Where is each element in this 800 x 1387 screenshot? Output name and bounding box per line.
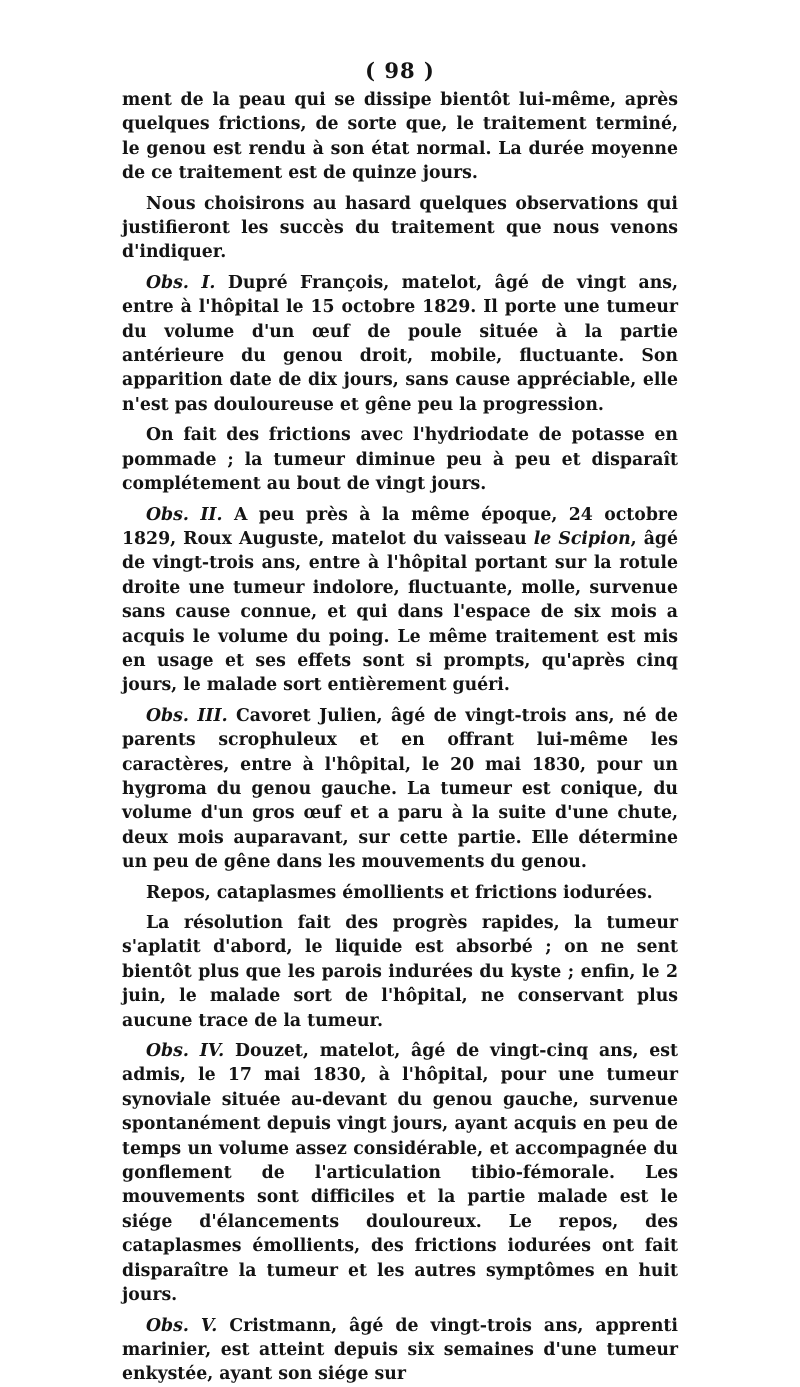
body-text [122,88,678,1387]
observation-5 [122,1314,678,1387]
observation-4 [122,1039,678,1307]
observation-3 [122,704,678,875]
paragraph-text: ment de la peau qui se dissipe bientôt lui-même, après quelques frictions, de sorte que, le traitement terminé, le genou est rendu à son état normal. La durée moyenne de ce traitement est de quinze jours. [122,90,678,184]
paragraph-text: Cristmann, âgé de vingt-trois ans, apprenti marinier, est atteint depuis six semaines d'une tumeur enkystée, ayant son siége sur [122,1315,678,1385]
paragraph-resolution-3 [122,911,678,1033]
page-number: ( 98 ) [365,58,435,83]
paragraph-treatment-3 [122,881,678,905]
paragraph-intro [122,192,678,265]
paragraph-treatment-1 [122,423,678,496]
paragraph-text: Nous choisirons au hasard quelques observations qui justifieront les succès du traitement que nous venons d'indiquer. [122,193,678,263]
paragraph-text: A peu près à la même époque, 24 octobre 1829, Roux Auguste, matelot du vaisseau [122,504,678,549]
ship-name: le Scipion [533,528,631,549]
observation-label: Obs. V. [146,1315,218,1336]
observation-2 [122,503,678,698]
paragraph-text: Repos, cataplasmes émollients et frictions iodurées. [146,882,653,903]
paragraph-text: Dupré François, matelot, âgé de vingt ans, entre à l'hôpital le 15 octobre 1829. Il porte une tumeur du volume d'un œuf de poule située à la partie antérieure du genou droit, mobile, fluctuante. Son apparition date de dix jours, sans cause appréciable, elle n'est pas douloureuse et gêne peu la progression. [122,272,679,415]
paragraph-continuation [122,88,678,186]
paragraph-text: Douzet, matelot, âgé de vingt-cinq ans, est admis, le 17 mai 1830, à l'hôpital, pour une tumeur synoviale située au-devant du genou gauche, survenue spontanément depuis vingt jours, ayant acquis en peu de temps un volume assez considérable, et accompagnée du gonflement de l'articulation tibio-fémorale. Les mouvements sont difficiles et la partie malade est le siége d'élancements douloureux. Le repos, des cataplasmes émollients, des frictions iodurées ont fait disparaître la tumeur et les autres symptômes en huit jours. [122,1041,678,1306]
observation-label: Obs. IV. [146,1041,225,1062]
paragraph-text: On fait des frictions avec l'hydriodate de potasse en pommade ; la tumeur diminue peu à peu et disparaît complétement au bout de vingt jours. [122,425,678,495]
observation-1 [122,271,678,417]
observation-label: Obs. I. [146,272,216,293]
observation-label: Obs. II. [146,504,223,525]
paragraph-text: Cavoret Julien, âgé de vingt-trois ans, né de parents scrophuleux et en offrant lui-même les caractères, entre à l'hôpital, le 20 mai 1830, pour un hygroma du genou gauche. La tumeur est conique, du volume d'un gros œuf et a paru à la suite d'une chute, deux mois auparavant, sur cette partie. Elle détermine un peu de gêne dans les mouvements du genou. [122,705,678,873]
paragraph-text: La résolution fait des progrès rapides, la tumeur s'aplatit d'abord, le liquide est absorbé ; on ne sent bientôt plus que les parois indurées du kyste ; enfin, le 2 juin, le malade sort de l'hôpital, ne conservant plus aucune trace de la tumeur. [122,913,678,1031]
paragraph-text: , âgé de vingt-trois ans, entre à l'hôpital portant sur la rotule droite une tumeur indolore, fluctuante, molle, survenue sans cause connue, et qui dans l'espace de six mois a acquis le volume du poing. Le même traitement est mis en usage et ses effets sont si prompts, qu'après cinq jours, le malade sort entièrement guéri. [122,528,678,696]
observation-label: Obs. III. [146,705,228,726]
